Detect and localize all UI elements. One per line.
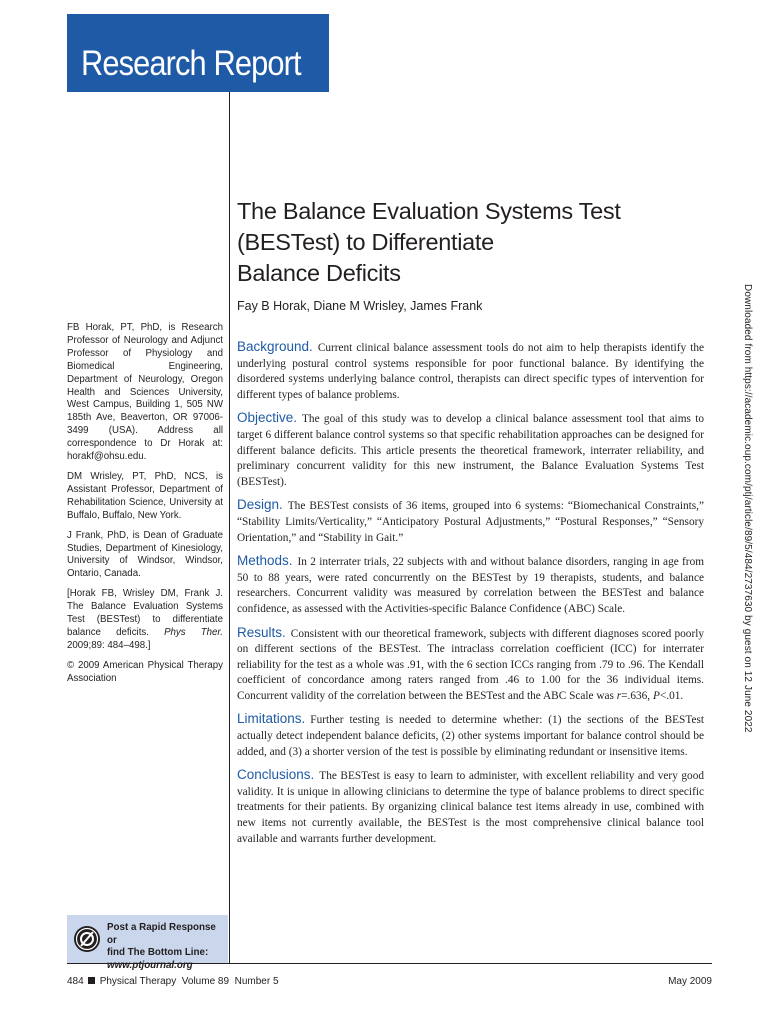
title-line: The Balance Evaluation Systems Test — [237, 198, 621, 224]
section-head: Results. — [237, 624, 286, 640]
section-text: The BESTest consists of 36 items, grouped into 6 systems: “Biomechanical Constraints,” “Stability Limits/Verticality,” “Anticipatory Postural Adjustments,” “Postural Responses,” “Sensory Orientation,” and “Stability in Gait.” — [237, 500, 704, 544]
section-head: Methods. — [237, 553, 293, 569]
affiliation-frank: J Frank, PhD, is Dean of Graduate Studies, Department of Kinesiology, University of Windsor, Windsor, Ontario, Canada. — [67, 529, 223, 580]
p-value: <.01. — [659, 689, 684, 702]
abstract — [237, 339, 704, 854]
abstract-design — [237, 497, 704, 546]
author-list: Fay B Horak, Diane M Wrisley, James Frank — [237, 299, 483, 313]
section-banner — [67, 14, 329, 92]
journal-name: Physical Therapy — [99, 976, 177, 987]
section-text: Current clinical balance assessment tools do not aim to help therapists identify the underlying postural control systems responsible for poor functional balance. By identifying the disordered systems underlying balance control, therapists can direct specific types of intervention for different types of balance problems. — [237, 342, 704, 401]
rapid-line-2: find The Bottom Line: — [107, 947, 209, 958]
abstract-conclusions — [237, 767, 704, 847]
abstract-limitations — [237, 711, 704, 760]
title-line: Balance Deficits — [237, 260, 401, 286]
abstract-background — [237, 339, 704, 403]
citation-journal: Phys Ther. — [164, 626, 223, 638]
rapid-line-1: Post a Rapid Response or — [107, 922, 216, 946]
rapid-response-box[interactable] — [67, 915, 228, 971]
citation — [67, 588, 223, 653]
section-text: The goal of this study was to develop a clinical balance assessment tool that aims to target 6 different balance control systems so that specific rehabilitation approaches can be designed for different balance deficits. This article presents the theoretical framework, interrater reliability, and preliminary concurrent validity for this new instrument, the Balance Evaluation Systems Test (BESTest). — [237, 413, 704, 488]
article-title — [237, 196, 707, 289]
affiliations-column — [67, 322, 223, 693]
section-head: Background. — [237, 339, 313, 354]
section-head: Objective. — [237, 410, 298, 426]
p-symbol: P — [652, 689, 660, 702]
bottom-line-logo-icon — [73, 925, 101, 953]
footer-left — [67, 976, 279, 987]
rapid-response-text — [107, 922, 227, 972]
copyright: © 2009 American Physical Therapy Association — [67, 659, 223, 684]
citation-before: [Horak FB, Wrisley DM, Frank J. The Balance Evaluation Systems Test (BESTest) to differentiate balance deficits. — [67, 588, 223, 638]
journal-number: Number 5 — [234, 976, 279, 987]
r-symbol: r — [616, 689, 622, 702]
abstract-objective — [237, 410, 704, 490]
title-line: (BESTest) to Differentiate — [237, 229, 494, 255]
abstract-methods — [237, 553, 704, 617]
section-head: Conclusions. — [237, 767, 315, 783]
section-text: Further testing is needed to determine whether: (1) the sections of the BESTest actually detect independent balance deficits, (2) other systems important for balance control should be added, and (3) a shorter version of the test is possible by eliminating redundant or insensitive items. — [237, 714, 704, 758]
section-text: Consistent with our theoretical framework, subjects with different diagnoses scored poorly on different sections of the BESTest. The intraclass correlation coefficient (ICC) for interrater reliability for the test as a whole was .91, with the 6 section ICCs ranging from .79 to .96. The Kendall coefficient of concordance among raters ranged from .46 to 1.00 for the 36 individual items. Concurrent validity of the correlation between the BESTest and the ABC Scale was — [237, 627, 704, 702]
affiliation-horak: FB Horak, PT, PhD, is Research Professor of Neurology and Adjunct Professor of Physiology and Biomedical Engineering, Department of Neurology, Oregon Health and Sciences University, West Campus, Building 1, 505 NW 185th Ave, Beaverton, OR 97006-3499 (USA). Address all correspondence to Dr Horak at: horakf@ohsu.edu. — [67, 322, 223, 463]
banner-title: Research Report — [81, 44, 301, 83]
square-bullet-icon — [88, 977, 95, 984]
affiliation-wrisley: DM Wrisley, PT, PhD, NCS, is Assistant Professor, Department of Rehabilitation Science, University at Buffalo, Buffalo, New York. — [67, 470, 223, 521]
issue-date: May 2009 — [668, 976, 712, 987]
page-number: 484 — [67, 976, 84, 987]
column-divider — [229, 92, 230, 963]
section-text: The BESTest is easy to learn to administer, with excellent reliability and very good validity. It is unique in allowing clinicians to determine the type of balance problems to direct specific treatments for their patients. By organizing clinical balance test items already in use, combined with new items not currently available, the BESTest is the most comprehensive clinical balance tool available and warrants further development. — [237, 770, 704, 845]
section-text: In 2 interrater trials, 22 subjects with and without balance disorders, ranging in age from 50 to 88 years, were rated concurrently on the BESTest by 19 therapists, students, and balance researchers. Concurrent validity was measured by correlation between the BESTest and balance confidence, as assessed with the Activities-specific Balance Confidence (ABC) Scale. — [237, 556, 704, 615]
abstract-results — [237, 625, 704, 705]
section-head: Design. — [237, 497, 283, 513]
citation-after: 2009;89: 484–498.] — [67, 639, 151, 651]
r-value: =.636, — [621, 689, 651, 702]
section-head: Limitations. — [237, 711, 306, 727]
journal-volume: Volume 89 — [181, 976, 230, 987]
download-note: Downloaded from https://academic.oup.com/ptj/article/89/5/484/2737630 by guest on 12 June 2022 — [742, 284, 753, 733]
journal-url-link[interactable]: www.ptjournal.org — [107, 959, 193, 971]
